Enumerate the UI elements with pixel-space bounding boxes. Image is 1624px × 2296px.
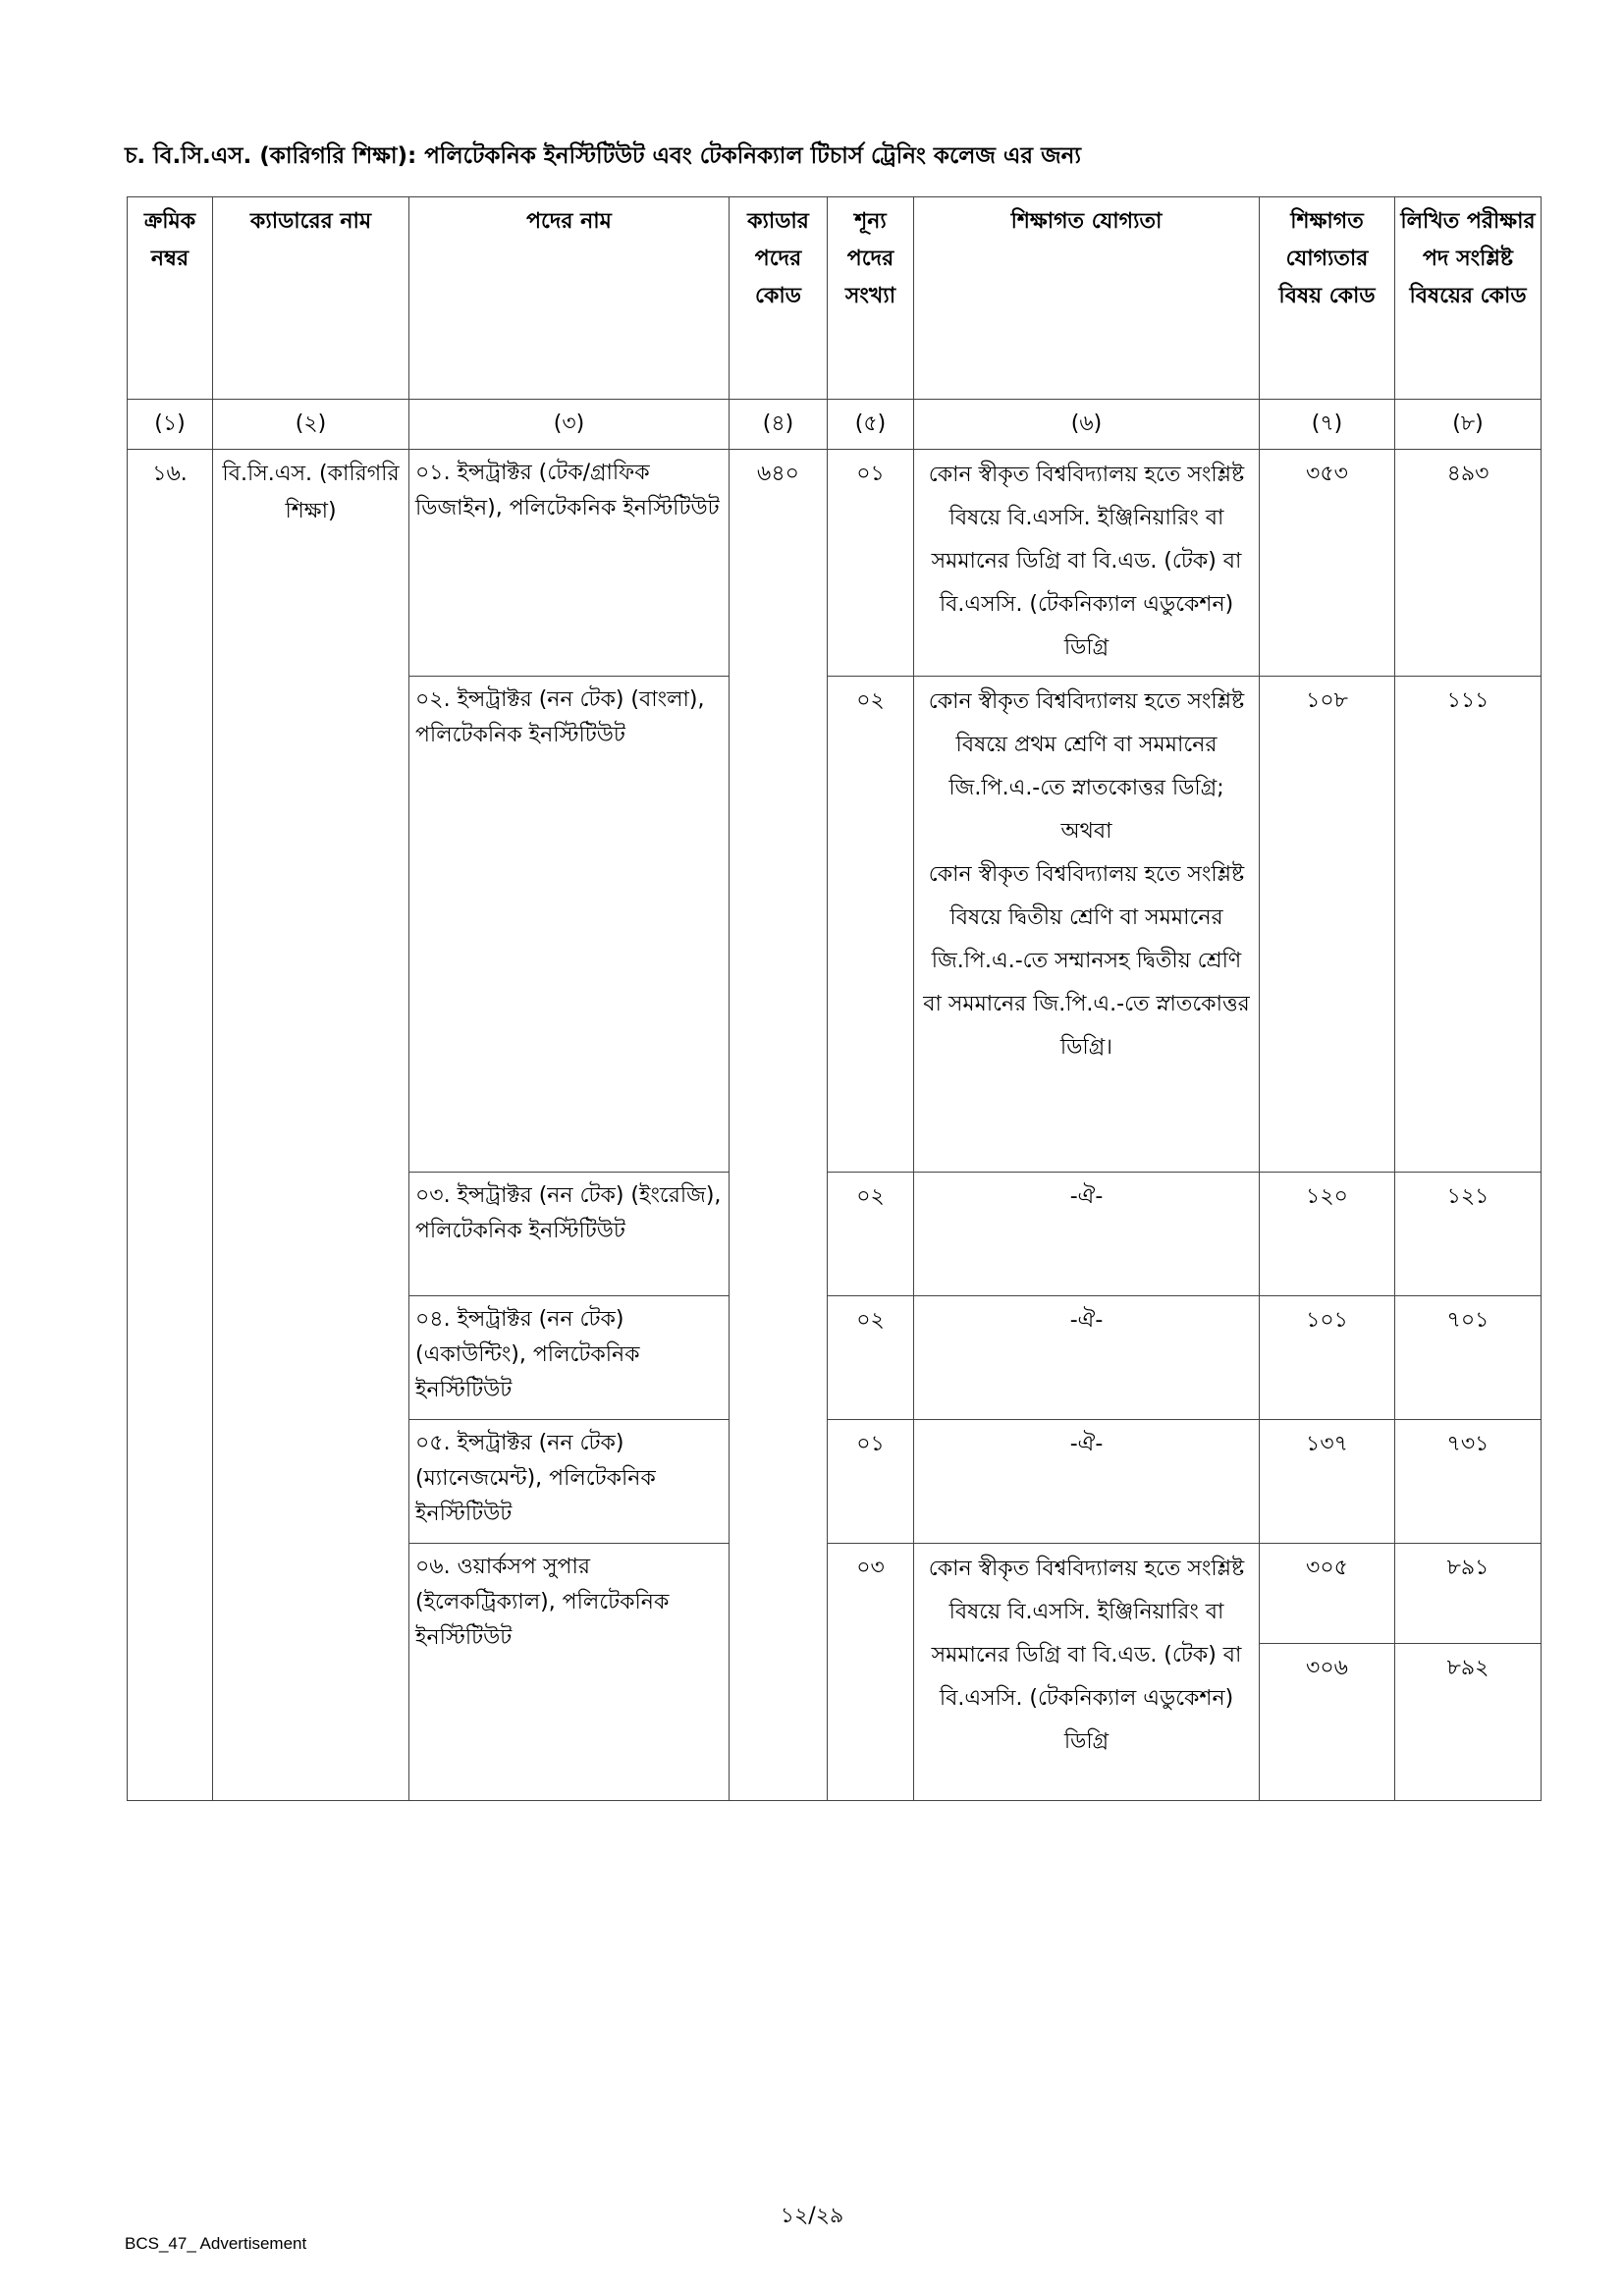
qualification: কোন স্বীকৃত বিশ্ববিদ্যালয় হতে সংশ্লিষ্ট বিষয়ে বি.এসসি. ইঞ্জিনিয়ারিং বা সমমানের ডিগ্রি বা বি.এড. (টেক) বা বি.এসসি. (টেকনিক্যাল এডুকেশন) ডিগ্রি — [914, 450, 1260, 677]
column-number: (৬) — [914, 400, 1260, 450]
header-row — [128, 197, 1542, 400]
cadre-code: ৬৪০ — [730, 450, 828, 1801]
header-post-name: পদের নাম — [409, 197, 730, 400]
qualification: -ঐ- — [914, 1296, 1260, 1420]
subject-code: ১৩৭ — [1260, 1420, 1395, 1544]
header-cadre-name: ক্যাডারের নাম — [213, 197, 409, 400]
header-vacancy: শূন্য পদের সংখ্যা — [828, 197, 914, 400]
post-name: ০৬. ওয়ার্কসপ সুপার (ইলেকট্রিক্যাল), পলিটেকনিক ইনস্টিটিউট — [409, 1544, 730, 1801]
qualification-alternative: কোন স্বীকৃত বিশ্ববিদ্যালয় হতে সংশ্লিষ্ট বিষয়ে দ্বিতীয় শ্রেণি বা সমমানের জি.পি.এ.-তে সম্মানসহ দ্বিতীয় শ্রেণি বা সমমানের জি.পি.এ.-তে স্নাতকোত্তর ডিগ্রি। — [923, 862, 1250, 1060]
subject-code: ৩৫৩ — [1260, 450, 1395, 677]
subject-code: ৩০৫ — [1260, 1544, 1394, 1644]
subject-code: ৩০৬ — [1306, 1656, 1348, 1680]
exam-code: ৭০১ — [1395, 1296, 1542, 1420]
column-number: (৮) — [1395, 400, 1542, 450]
header-serial: ক্রমিক নম্বর — [128, 197, 213, 400]
post-name: ০৫. ইন্সট্রাক্টর (নন টেক) (ম্যানেজমেন্ট), পলিটেকনিক ইনস্টিটিউট — [409, 1420, 730, 1544]
header-cadre-code: ক্যাডার পদের কোড — [730, 197, 828, 400]
column-number: (৭) — [1260, 400, 1395, 450]
post-name: ০৪. ইন্সট্রাক্টর (নন টেক) (একাউন্টিং), পলিটেকনিক ইনস্টিটিউট — [409, 1296, 730, 1420]
column-number: (৫) — [828, 400, 914, 450]
header-subject-code: শিক্ষাগত যোগ্যতার বিষয় কোড — [1260, 197, 1395, 400]
subject-code-cell — [1260, 1544, 1395, 1801]
subject-code: ১২০ — [1260, 1173, 1395, 1296]
exam-code: ১১১ — [1395, 677, 1542, 1173]
vacancy-count: ০৩ — [828, 1544, 914, 1801]
vacancy-count: ০২ — [828, 1296, 914, 1420]
exam-code: ৮৯১ — [1395, 1544, 1541, 1644]
cadre-name: বি.সি.এস. (কারিগরি শিক্ষা) — [213, 450, 409, 1801]
qualification: -ঐ- — [914, 1420, 1260, 1544]
table-row — [128, 450, 1542, 677]
qualification-primary: কোন স্বীকৃত বিশ্ববিদ্যালয় হতে সংশ্লিষ্ট বিষয়ে প্রথম শ্রেণি বা সমমানের জি.পি.এ.-তে স্নাতকোত্তর ডিগ্রি; — [928, 689, 1245, 800]
post-name: ০৩. ইন্সট্রাক্টর (নন টেক) (ইংরেজি), পলিটেকনিক ইনস্টিটিউট — [409, 1173, 730, 1296]
qualification-or: অথবা — [1060, 819, 1112, 844]
vacancy-count: ০২ — [828, 1173, 914, 1296]
qualification: কোন স্বীকৃত বিশ্ববিদ্যালয় হতে সংশ্লিষ্ট বিষয়ে বি.এসসি. ইঞ্জিনিয়ারিং বা সমমানের ডিগ্রি বা বি.এড. (টেক) বা বি.এসসি. (টেকনিক্যাল এডুকেশন) ডিগ্রি — [914, 1544, 1260, 1801]
subject-code: ১০৮ — [1260, 677, 1395, 1173]
vacancy-count: ০১ — [828, 1420, 914, 1544]
column-number-row — [128, 400, 1542, 450]
exam-code: ৪৯৩ — [1395, 450, 1542, 677]
vacancy-count: ০১ — [828, 450, 914, 677]
document-footer: BCS_47_ Advertisement — [125, 2234, 307, 2253]
vacancy-count: ০২ — [828, 677, 914, 1173]
exam-code-cell — [1395, 1544, 1542, 1801]
subject-code: ১০১ — [1260, 1296, 1395, 1420]
column-number: (১) — [128, 400, 213, 450]
serial-number: ১৬. — [128, 450, 213, 1801]
exam-code: ৭৩১ — [1395, 1420, 1542, 1544]
section-heading: চ. বি.সি.এস. (কারিগরি শিক্ষা): পলিটেকনিক ইনস্টিটিউট এবং টেকনিক্যাল টিচার্স ট্রেনিং কলেজ এর জন্য — [125, 143, 1082, 169]
column-number: (৩) — [409, 400, 730, 450]
posts-table — [127, 196, 1542, 1801]
qualification — [914, 677, 1260, 1173]
page-number: ১২/২৯ — [780, 2204, 844, 2228]
exam-code: ১২১ — [1395, 1173, 1542, 1296]
header-qualification: শিক্ষাগত যোগ্যতা — [914, 197, 1260, 400]
post-name: ০২. ইন্সট্রাক্টর (নন টেক) (বাংলা), পলিটেকনিক ইনস্টিটিউট — [409, 677, 730, 1173]
post-name: ০১. ইন্সট্রাক্টর (টেক/গ্রাফিক ডিজাইন), পলিটেকনিক ইনস্টিটিউট — [409, 450, 730, 677]
header-exam-code: লিখিত পরীক্ষার পদ সংশ্লিষ্ট বিষয়ের কোড — [1395, 197, 1542, 400]
qualification: -ঐ- — [914, 1173, 1260, 1296]
column-number: (৪) — [730, 400, 828, 450]
exam-code: ৮৯২ — [1446, 1656, 1489, 1680]
column-number: (২) — [213, 400, 409, 450]
